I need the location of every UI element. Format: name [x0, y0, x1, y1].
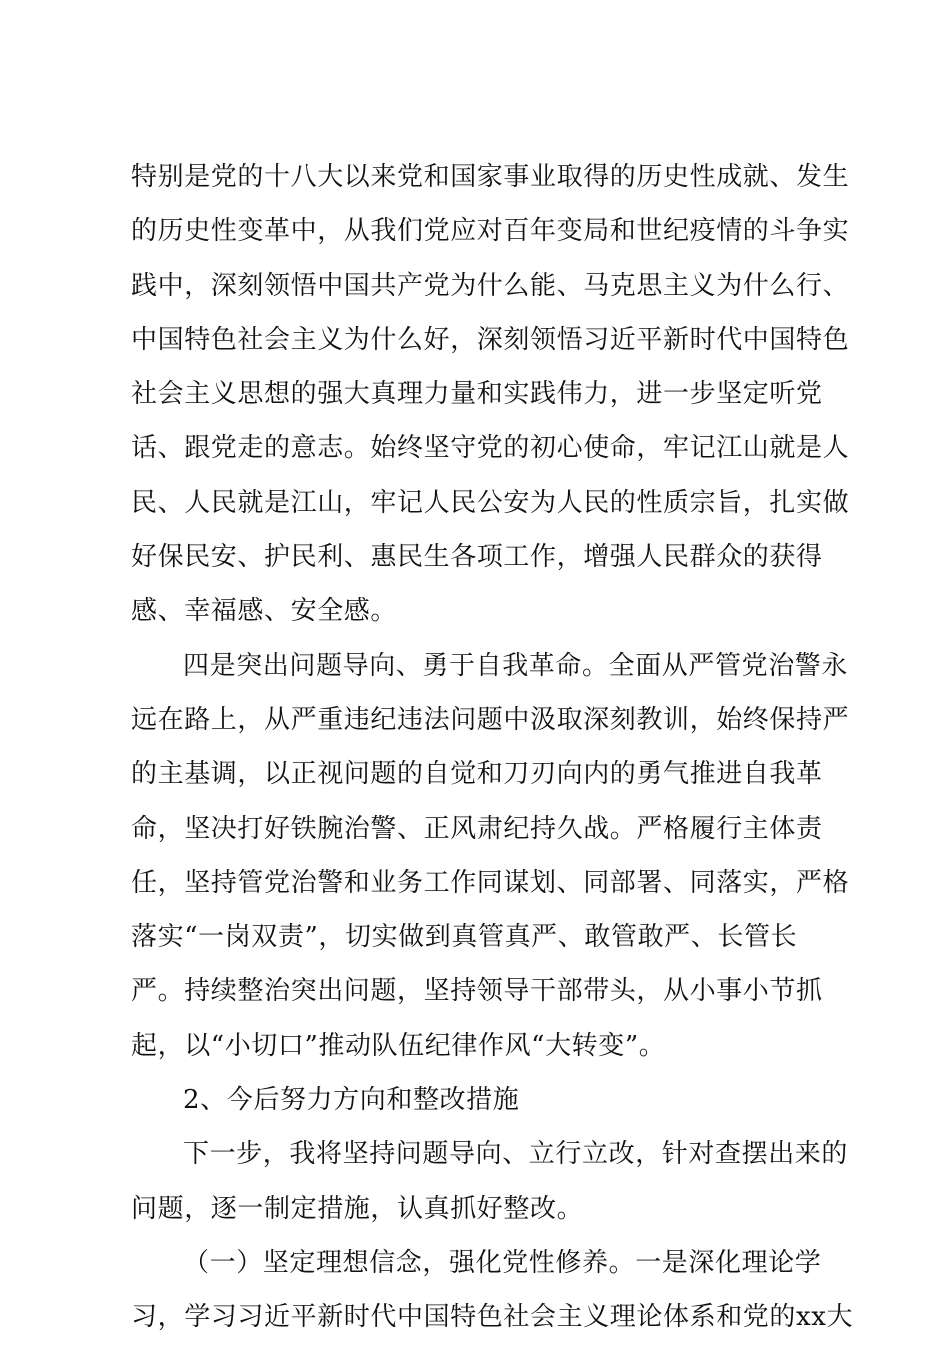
text-line-12: 的主基调，以正视问题的自觉和刀刃向内的勇气推进自我革 [131, 759, 823, 790]
section-heading: 2、今后努力方向和整改措施 [183, 1085, 520, 1116]
text-line-4: 中国特色社会主义为什么好，深刻领悟习近平新时代中国特色 [131, 324, 850, 355]
text-line-22: 习，学习习近平新时代中国特色社会主义理论体系和党的xx大 [131, 1302, 854, 1333]
text-line-5: 社会主义思想的强大真理力量和实践伟力，进一步坚定听党 [131, 379, 823, 410]
text-line-9: 感、幸福感、安全感。 [131, 596, 398, 627]
subsection-one-start: （一）坚定理想信念，强化党性修养。一是深化理论学 [183, 1247, 822, 1278]
text-line-7: 民、人民就是江山，牢记人民公安为人民的性质宗旨，扎实做 [131, 487, 850, 518]
text-line-13: 命，坚决打好铁腕治警、正风肃纪持久战。严格履行主体责 [131, 813, 823, 844]
text-line-16: 严。持续整治突出问题，坚持领导干部带头，从小事小节抓 [131, 976, 823, 1007]
text-line-3: 践中，深刻领悟中国共产党为什么能、马克思主义为什么行、 [131, 270, 850, 301]
text-line-20: 问题，逐一制定措施，认真抓好整改。 [131, 1193, 584, 1224]
text-line-11: 远在路上，从严重违纪违法问题中汲取深刻教训，始终保持严 [131, 704, 850, 735]
text-line-15: 落实“一岗双责”，切实做到真管真严、敢管敢严、长管长 [131, 922, 798, 953]
body-text [131, 150, 854, 1345]
paragraph-next-step-start: 下一步，我将坚持问题导向、立行立改，针对查摆出来的 [183, 1139, 849, 1170]
text-line-6: 话、跟党走的意志。始终坚守党的初心使命，牢记江山就是人 [131, 433, 850, 464]
paragraph-four-start: 四是突出问题导向、勇于自我革命。全面从严管党治警永 [183, 650, 849, 681]
text-line-14: 任，坚持管党治警和业务工作同谋划、同部署、同落实，严格 [131, 867, 850, 898]
text-line-8: 好保民安、护民利、惠民生各项工作，增强人民群众的获得 [131, 542, 823, 573]
text-line-2: 的历史性变革中，从我们党应对百年变局和世纪疫情的斗争实 [131, 216, 850, 247]
text-line-1: 特别是党的十八大以来党和国家事业取得的历史性成就、发生 [131, 162, 850, 192]
text-line-17: 起，以“小切口”推动队伍纪律作风“大转变”。 [131, 1030, 666, 1061]
